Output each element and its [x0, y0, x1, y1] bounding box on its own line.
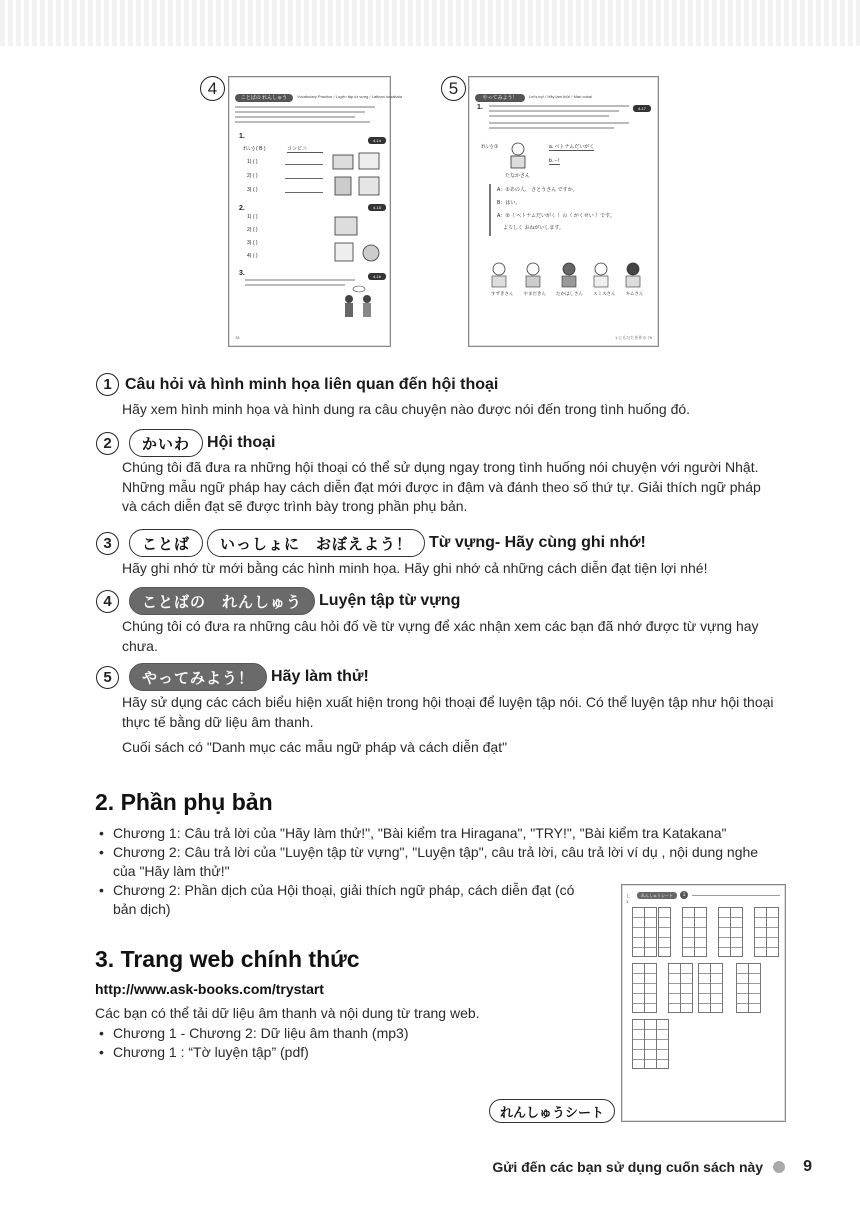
body-line: Chúng tôi có đưa ra những câu hỏi đố về từ vựng để xác nhận xem các bạn đã nhớ được từ vựng hay [122, 618, 759, 634]
website-intro: Các bạn có thể tải dữ liệu âm thanh và nội dung từ trang web. [95, 1005, 480, 1021]
list-item-text: bản dịch) [113, 901, 171, 917]
appendix-heading: 2. Phần phụ bản [95, 789, 273, 815]
thumb4-q1: 1. [239, 133, 245, 140]
section-number: 4 [96, 590, 119, 613]
thumb5-people-names [491, 291, 644, 297]
list-item [96, 843, 786, 881]
thumb5-person-name: すずきさん [491, 291, 514, 296]
section-number: 2 [96, 432, 119, 455]
thumb5-line: A：②（ ベトナムだいがく ）の（ がくせい ）です。 [497, 213, 615, 219]
sheet-grid [748, 963, 761, 1013]
decorative-top-band [0, 0, 860, 46]
body-line: chưa. [122, 637, 158, 654]
thumb4-row: 3) ( ) [247, 240, 258, 246]
thumb4-instruction-line [235, 121, 370, 123]
thumb4-instruction-line [245, 279, 355, 281]
thumb5-header-en: Let's try! / Hãy làm thử! / Mari coba! [529, 94, 593, 99]
practice-sheet-label: れんしゅうシート [489, 1099, 615, 1123]
thumb4-answer-line [285, 178, 323, 179]
thumb5-instruction-line [489, 110, 619, 112]
footer-text: Gửi đến các bạn sử dụng cuốn sách này [492, 1159, 764, 1175]
section-2-body [122, 458, 787, 517]
pill-kaiwa: かいわ [129, 429, 203, 457]
sheet-grid [644, 963, 657, 1013]
thumb5-answer: b. ｰｲ [549, 158, 560, 164]
section-4-heading [96, 587, 460, 615]
body-line: Cuối sách có "Danh mục các mẫu ngữ pháp và cách diễn đạt" [122, 739, 508, 755]
body-line: Hãy sử dụng các cách biểu hiện xuất hiện trong hội thoại để luyện tập nói. Có thể luyện tập như hội thoại [122, 694, 774, 710]
thumbnail-lets-try [468, 76, 659, 347]
thumb4-row: 3) ( ) [247, 187, 258, 193]
body-line: và cách diễn đạt sẽ được trình bày trong phần phụ bản. [122, 498, 468, 514]
thumb4-people-illustration [339, 285, 379, 327]
thumb4-example: れい) ( B ) [243, 146, 266, 152]
thumb5-person-name: スミスさん [593, 291, 616, 296]
section-4-body [122, 617, 787, 656]
footer-dot-icon [773, 1161, 785, 1173]
thumb5-example: れい) ① [481, 144, 499, 150]
list-item: • Chương 1 : “Tờ luyện tập” (pdf) [96, 1043, 576, 1062]
thumb4-row: 2) ( ) [247, 173, 258, 179]
sheet-grid [644, 907, 657, 957]
pill-issho-ni-oboeyou: いっしょに おぼえよう！ [207, 529, 425, 557]
thumb5-line: A：①あの人、 さとうさん ですか。 [497, 187, 578, 193]
thumb5-instruction-line [489, 105, 629, 107]
website-list [96, 1024, 576, 1062]
thumb4-answer-line [285, 164, 323, 165]
body-line: Hãy xem hình minh họa và hình dung ra câu chuyện nào được nói đến trong tình huống đó. [122, 401, 691, 417]
thumb4-audio-badge: 4-14 [368, 137, 386, 144]
thumbnail-vocab-practice [228, 76, 402, 347]
thumb5-person-illustration [507, 140, 529, 170]
section-3-heading [96, 529, 646, 557]
thumb4-audio-badge: 4-16 [368, 273, 386, 280]
sheet-grid [680, 963, 693, 1013]
list-item [96, 881, 603, 919]
thumb5-person-name: やまだきん [523, 291, 547, 296]
section-title: Luyện tập từ vựng [319, 592, 461, 609]
body-line: Hãy ghi nhớ từ mới bằng các hình minh họa. Hãy ghi nhớ cả những cách diễn đạt tiện lợi nhé! [122, 560, 708, 576]
sheet-header: れんしゅうシート [637, 892, 677, 899]
section-3-body [122, 559, 787, 579]
list-item-text: của "Hãy làm thử!" [113, 863, 230, 879]
thumb4-header-pill: ことばの れんしゅう [235, 94, 293, 102]
pill-yatte-miyou: やってみよう！ [129, 663, 267, 691]
practice-sheet-thumbnail [621, 884, 786, 1122]
thumb5-person-name: キムさん [625, 291, 644, 296]
section-2-heading [96, 429, 275, 457]
thumb4-row: 4) ( ) [247, 253, 258, 259]
thumbnail-number-4: 4 [200, 76, 225, 101]
thumb4-audio-badge: 4-15 [368, 204, 386, 211]
pill-kotoba: ことば [129, 529, 203, 557]
sheet-badge: 1 [680, 891, 688, 899]
sheet-tag: 上1 [626, 893, 630, 904]
thumbnail-number-5: 5 [441, 76, 466, 101]
list-item-text: Chương 2: Câu trả lời của "Luyện tập từ vựng", "Luyện tập", câu trả lời, câu trả lời ví dụ , nội dung nghe [113, 844, 759, 860]
section-title: Từ vựng- Hãy cùng ghi nhớ! [429, 534, 646, 551]
thumb4-places-illustration [333, 215, 383, 265]
body-line: Chúng tôi đã đưa ra những hội thoại có thể sử dụng ngay trong tình huống nói chuyện với người Nhật. [122, 459, 759, 475]
list-item: • Chương 1: Câu trả lời của "Hãy làm thử!", "Bài kiểm tra Hiragana", "TRY!", "Bài kiểm tra Katakana" [96, 824, 786, 843]
thumb4-q2: 2. [239, 205, 245, 212]
page-footer [492, 1158, 812, 1176]
sheet-grid [710, 963, 723, 1013]
section-1-body [122, 400, 787, 420]
thumb4-q3: 3. [239, 270, 245, 277]
pill-kotoba-no-renshuu: ことばの れんしゅう [129, 587, 315, 615]
sheet-grid [656, 1019, 669, 1069]
section-title: Hãy làm thử! [271, 668, 369, 685]
thumb4-answer-line [285, 192, 323, 193]
section-5-body [122, 693, 787, 758]
section-5-heading [96, 663, 369, 691]
thumb5-header-pill: やってみよう！ [475, 94, 525, 102]
sheet-grid [730, 907, 743, 957]
thumb5-instruction-line [489, 127, 614, 129]
page-number: 9 [803, 1158, 812, 1175]
thumb4-row: 1) ( ) [247, 159, 258, 165]
thumb5-people-row-illustration [487, 259, 647, 289]
section-number: 1 [96, 373, 119, 396]
section-number: 5 [96, 666, 119, 689]
thumb4-example-word: コンビニ [287, 145, 323, 153]
sheet-grid [766, 907, 779, 957]
thumb5-q1: 1. [477, 104, 483, 111]
section-number: 3 [96, 532, 119, 555]
thumb5-line: B：はい。 [497, 200, 521, 206]
thumb5-dialogue [489, 184, 651, 236]
thumb4-row: 2) ( ) [247, 227, 258, 233]
section-1-heading [96, 373, 498, 396]
list-item-text: Chương 2: Phần dịch của Hội thoại, giải thích ngữ pháp, cách diễn đạt (có [113, 882, 575, 898]
body-line: Những mẫu ngữ pháp hay cách diễn đạt mới được in đậm và đánh theo số thứ tự. Giải thích ngữ pháp [122, 478, 761, 495]
thumb5-line: よろしく おねがいします。 [503, 225, 564, 231]
thumb5-audio-badge: 4-17 [633, 105, 651, 112]
sheet-grid [694, 907, 707, 957]
thumb4-instruction-line [235, 111, 365, 113]
thumb4-instruction-line [235, 116, 355, 118]
thumb5-name: たなかさん [505, 173, 531, 179]
sheet-divider [692, 895, 780, 896]
thumb5-instruction-line [489, 115, 609, 117]
thumb4-buildings-illustration [331, 147, 383, 199]
sheet-grid [658, 907, 671, 957]
thumb4-instruction-line [245, 284, 345, 286]
thumb5-footer: 1 ともだちを作る 79 [615, 335, 652, 340]
section-title: Hội thoại [207, 434, 276, 451]
thumb4-header-en: Vocabulary Practice / Luyện tập từ vựng / Latihan kosakata [297, 94, 402, 99]
thumb4-row: 1) ( ) [247, 214, 258, 220]
thumb5-person-name: たかはしさん [556, 291, 584, 296]
section-title: Câu hỏi và hình minh họa liên quan đến hội thoại [125, 375, 499, 393]
thumb4-instruction-line [235, 106, 375, 108]
thumb5-answer: a. ベトナムだいがく [549, 144, 595, 150]
body-line: thực tế bằng dữ liệu âm thanh. [122, 713, 314, 730]
website-heading: 3. Trang web chính thức [95, 946, 360, 972]
thumb4-page-number: 78 [235, 335, 240, 340]
website-url-link[interactable]: http://www.ask-books.com/trystart [95, 981, 324, 997]
thumb5-instruction-line [489, 122, 629, 124]
list-item: • Chương 1 - Chương 2: Dữ liệu âm thanh (mp3) [96, 1024, 576, 1043]
